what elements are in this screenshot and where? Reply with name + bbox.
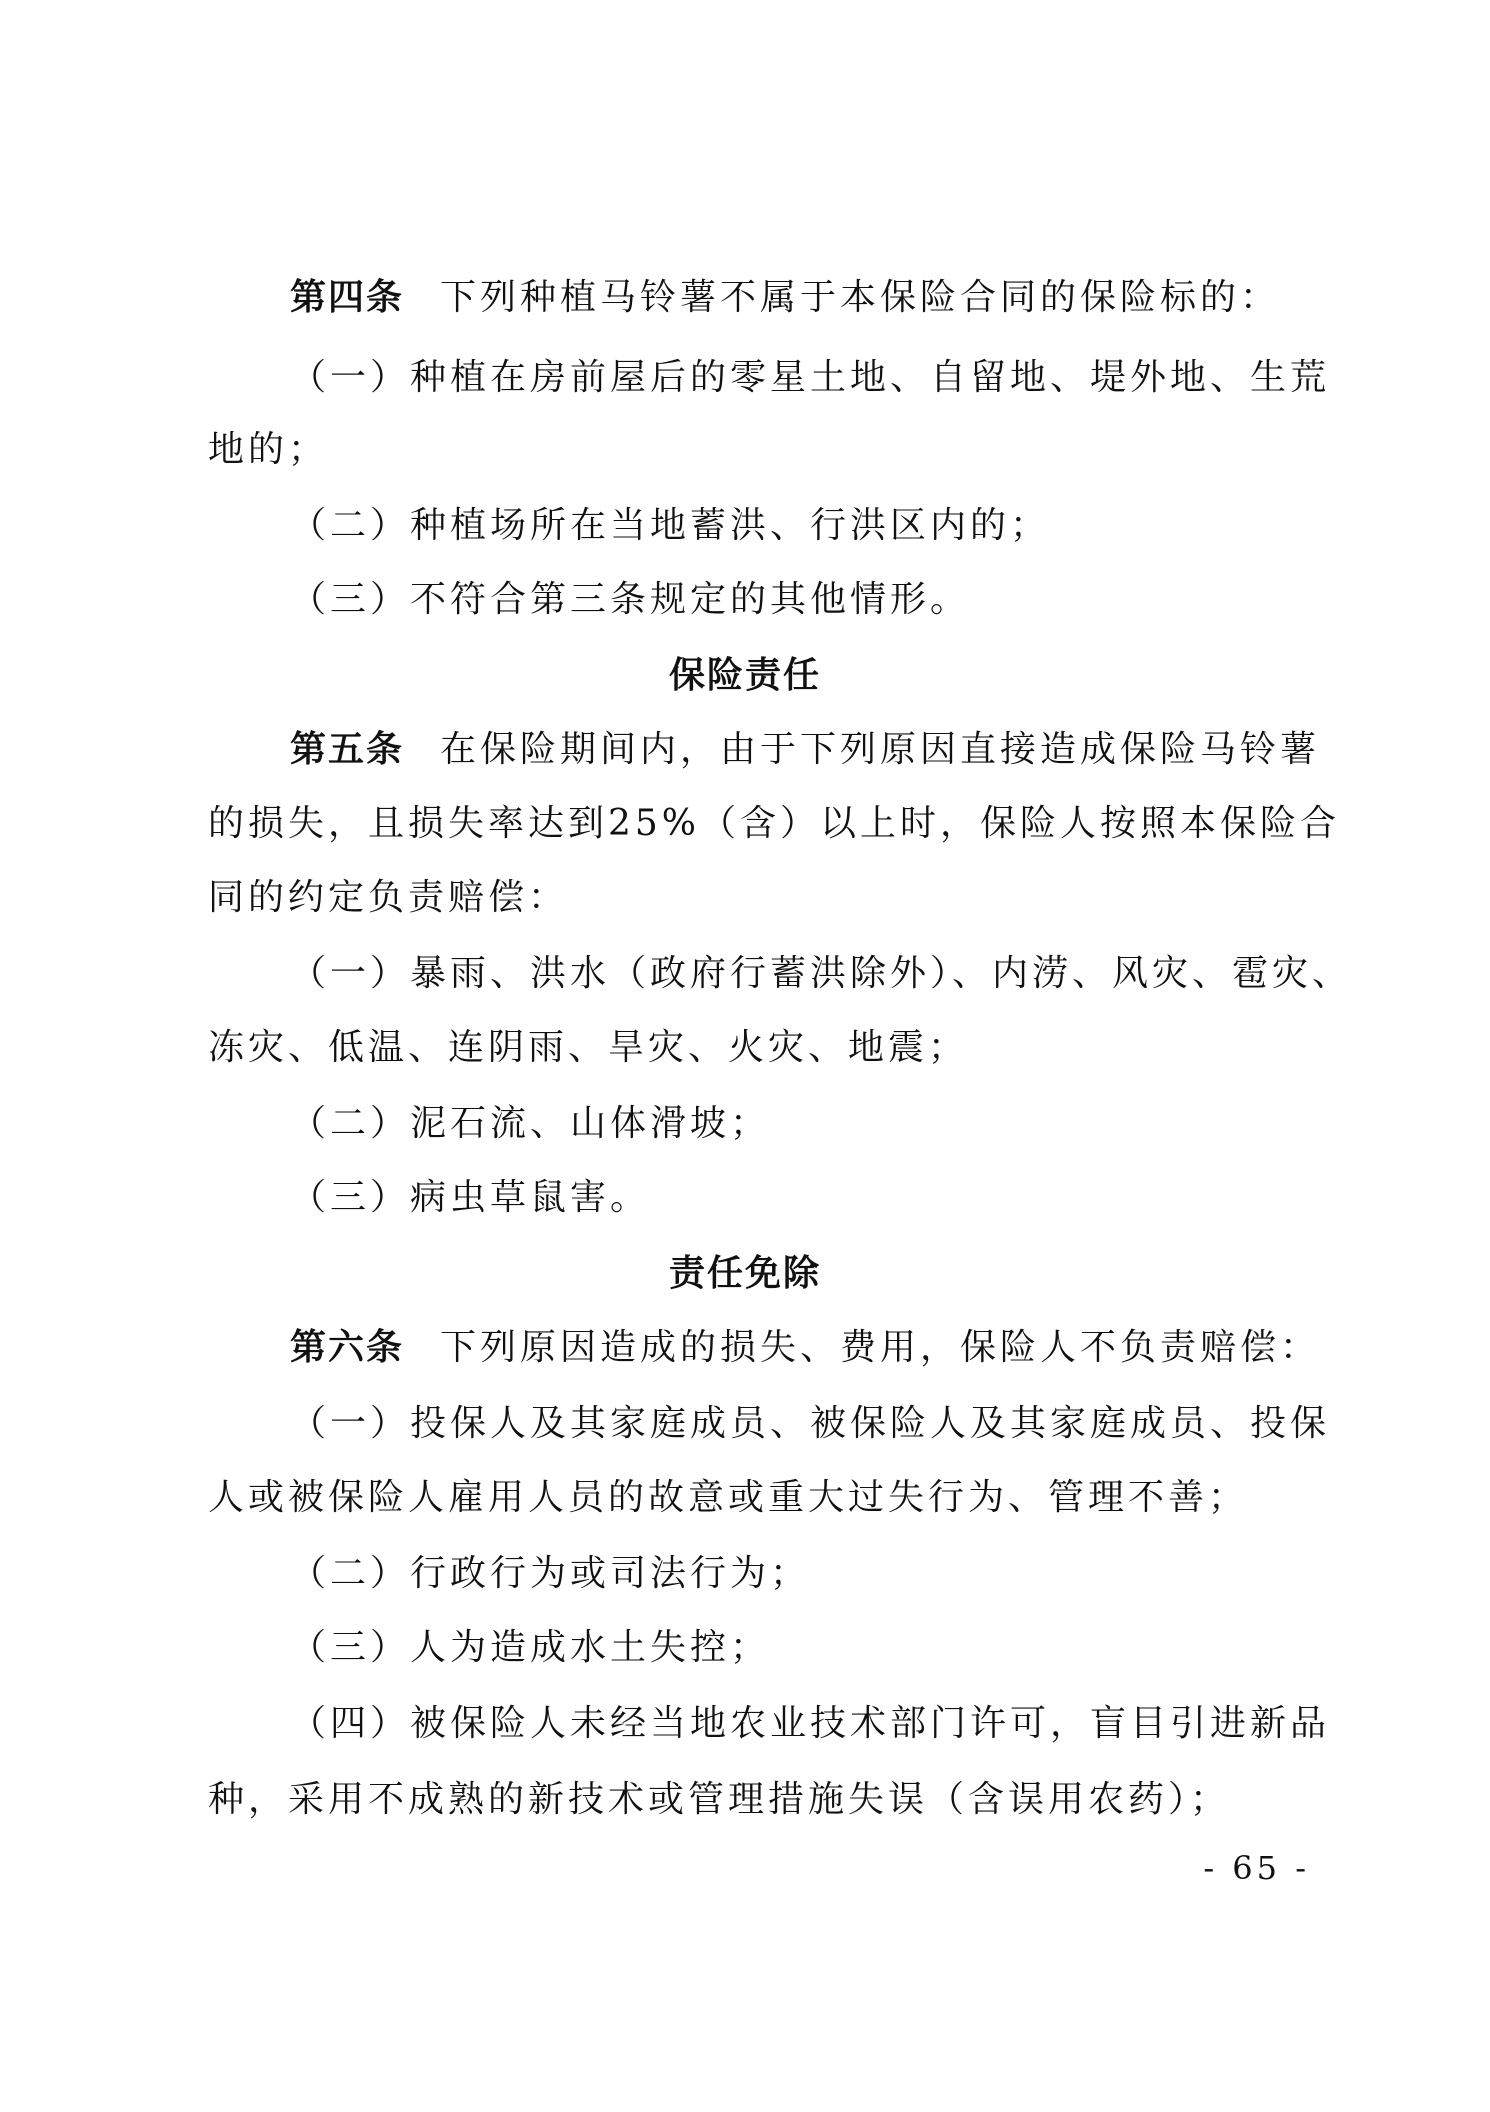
article-6-item-2: （二）行政行为或司法行为； xyxy=(290,1553,811,1594)
article-5-text: 在保险期间内，由于下列原因直接造成保险马铃薯 xyxy=(440,729,1321,770)
article-4-text: 下列种植马铃薯不属于本保险合同的保险标的： xyxy=(440,277,1281,318)
page-number: - 65 - xyxy=(1203,1849,1310,1887)
article-6-heading xyxy=(290,1318,1340,1378)
article-5-line-1: 的损失，且损失率达到25%（含）以上时，保险人按照本保险合 xyxy=(208,803,1341,844)
article-5-item-3: （三）病虫草鼠害。 xyxy=(290,1177,651,1218)
article-6-item-4: （四）被保险人未经当地农业技术部门许可，盲目引进新品 xyxy=(290,1703,1331,1744)
section-heading-liability: 保险责任 xyxy=(668,655,821,696)
section-heading-exclusion: 责任免除 xyxy=(668,1253,821,1294)
article-6-text: 下列原因造成的损失、费用，保险人不负责赔偿： xyxy=(440,1327,1321,1368)
article-5-item-2: （二）泥石流、山体滑坡； xyxy=(290,1103,771,1144)
article-4-heading xyxy=(290,268,1340,328)
article-4-item-1: （一）种植在房前屋后的零星土地、自留地、堤外地、生荒 xyxy=(290,357,1331,398)
article-5-item-1-cont: 冻灾、低温、连阴雨、旱灾、火灾、地震； xyxy=(208,1027,969,1068)
article-5-label: 第五条 xyxy=(290,729,405,770)
article-6-item-1: （一）投保人及其家庭成员、被保险人及其家庭成员、投保 xyxy=(290,1403,1331,1444)
article-4-item-3: （三）不符合第三条规定的其他情形。 xyxy=(290,579,971,620)
article-4-label: 第四条 xyxy=(290,277,405,318)
article-6-label: 第六条 xyxy=(290,1327,405,1368)
article-6-item-4-cont: 种，采用不成熟的新技术或管理措施失误（含误用农药）； xyxy=(208,1779,1231,1820)
article-6-item-1-cont: 人或被保险人雇用人员的故意或重大过失行为、管理不善； xyxy=(208,1477,1249,1518)
article-4-item-2: （二）种植场所在当地蓄洪、行洪区内的； xyxy=(290,505,1051,546)
article-5-item-1: （一）暴雨、洪水（政府行蓄洪除外）、内涝、风灾、雹灾、 xyxy=(290,953,1353,994)
article-5-heading xyxy=(290,720,1340,780)
article-5-line-2: 同的约定负责赔偿： xyxy=(208,877,569,918)
article-4-item-1-cont: 地的； xyxy=(208,429,329,470)
article-6-item-3: （三）人为造成水土失控； xyxy=(290,1627,771,1668)
